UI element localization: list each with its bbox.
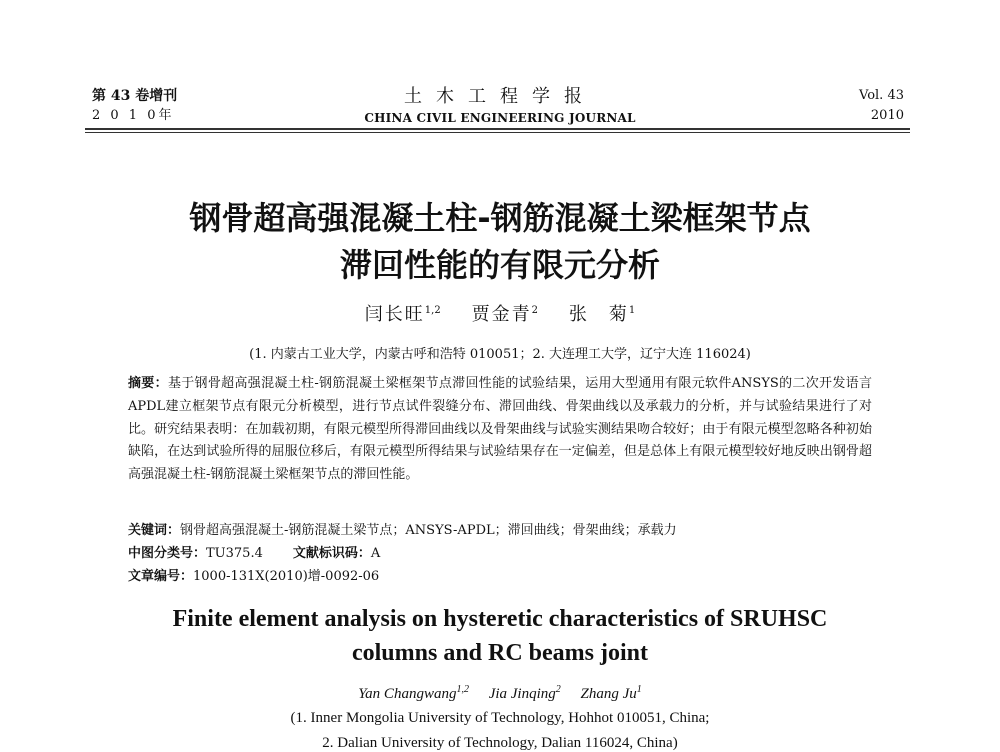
classification-line [128,544,380,564]
author-en-affil: 1 [636,684,642,695]
title-cn-line2: 滞回性能的有限元分析 [339,246,660,284]
title-cn-line1: 钢骨超高强混凝土柱-钢筋混凝土梁框架节点 [189,199,811,237]
title-en-line2: columns and RC beams joint [351,640,649,666]
author-cn-affil: 1 [628,305,636,316]
author-en-affil: 2 [555,684,561,695]
header-volume-en [820,86,904,126]
header-rule-thin [85,132,910,133]
author-cn: 闫长旺 [364,304,425,325]
author-cn-affil: 1,2 [424,305,441,316]
header-volume-info [92,86,292,126]
header-rule-thick [85,128,910,130]
affiliation-en-line1: (1. Inner Mongolia University of Technology, Hohhot 010051, China; [290,710,710,726]
author-en: Jia Jinqing [488,686,556,702]
doc-code-value: A [370,546,381,561]
affiliation-en-line2: 2. Dalian University of Technology, Dalian 116024, China) [322,735,678,751]
abstract-label: 摘要： [128,376,168,391]
journal-name-en: CHINA CIVIL ENGINEERING JOURNAL [364,111,636,125]
classification-value: TU375.4 [206,546,263,561]
header-year: 2010 [870,108,904,123]
header-journal-name [300,86,700,128]
abstract-text: 基于钢骨超高强混凝土柱-钢筋混凝土梁框架节点滞回性能的试验结果，运用大型通用有限元软件ANSYS的二次开发语言APDL建立框架节点有限元分析模型，进行节点试件裂缝分布、滞回曲线、骨架曲线以及承载力的分析，并与试验结果进行了对比。研究结果表明：在加载初期，有限元模型所得滞回曲线以及骨架曲线与试验实测结果吻合较好；由于有限元模型忽略各种初始缺陷，在达到试验所得的屈服位移后，有限元模型所得结果与试验结果存在一定偏差，但是总体上有限元模型较好地反映出钢骨超高强混凝土柱-钢筋混凝土梁框架节点的滞回性能。 [128,376,872,483]
article-number-line [128,567,379,587]
author-cn: 贾金青 [471,304,532,325]
abstract-cn [128,373,872,487]
author-en: Zhang Ju [580,686,637,702]
article-number-label: 文章编号： [128,569,194,584]
doc-code-label: 文献标识码： [292,546,371,561]
journal-name-cn: 土木工程学报 [404,86,596,107]
author-en-affil: 1,2 [456,684,469,695]
authors-cn [200,300,800,326]
title-en-line1: Finite element analysis on hysteretic characteristics of SRUHSC [172,606,828,632]
affiliation-cn: (1. 内蒙古工业大学，内蒙古呼和浩特 010051；2. 大连理工大学，辽宁大连 116024) [249,347,751,362]
keywords-cn [128,521,677,541]
keywords-label: 关键词： [128,523,181,538]
header-vol: Vol. 43 [859,88,904,103]
author-cn: 张 菊 [568,304,629,325]
author-cn-affil: 2 [531,305,538,316]
classification-label: 中图分类号： [128,546,207,561]
header-issue: 第 43 卷增刊 [92,88,178,104]
authors-en [200,684,800,703]
article-number-value: 1000-131X(2010)增-0092-06 [193,569,380,584]
keywords-text: 钢骨超高强混凝土-钢筋混凝土梁节点；ANSYS-APDL；滞回曲线；骨架曲线；承载力 [180,523,677,538]
author-en: Yan Changwang [358,686,457,702]
header-year-cn: 2 0 1 0年 [92,108,175,123]
